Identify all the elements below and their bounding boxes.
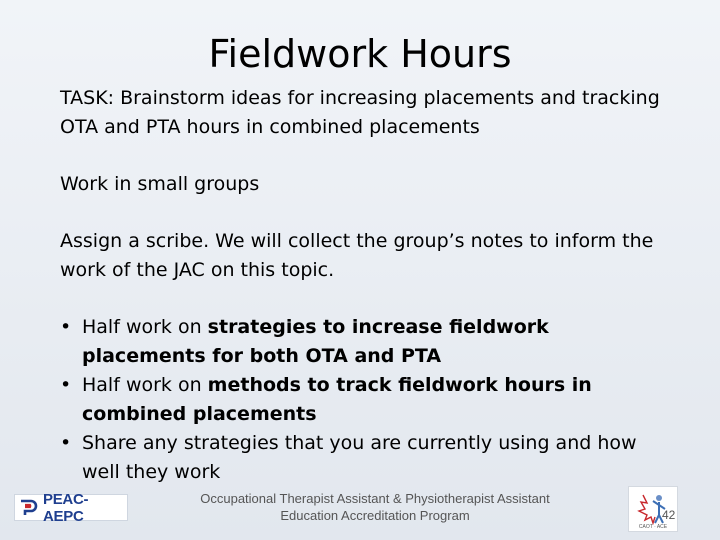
scribe-paragraph: Assign a scribe. We will collect the group’s notes to inform the work of the JAC on this topic. [60, 230, 654, 281]
bullet-item [60, 313, 660, 371]
bullet-icon: • [60, 432, 72, 454]
bullet-prefix: Half work on [82, 316, 208, 338]
footer-line-1: Occupational Therapist Assistant & Physiotherapist Assistant [200, 491, 550, 506]
task-paragraph: TASK: Brainstorm ideas for increasing placements and tracking OTA and PTA hours in combined placements [60, 87, 660, 138]
bullet-bold: strategies to increase fieldwork placements for both OTA and PTA [82, 316, 549, 367]
groups-paragraph: Work in small groups [60, 173, 260, 195]
peac-logo-icon [19, 498, 39, 518]
bullet-bold: methods to track fieldwork hours in combined placements [82, 374, 592, 425]
bullet-item [60, 429, 660, 487]
peac-aepc-logo [14, 490, 128, 525]
bullet-list [60, 313, 660, 487]
slide-body [60, 84, 660, 487]
bullet-prefix: Share any strategies that you are currently using and how well they work [82, 432, 637, 483]
bullet-icon: • [60, 374, 72, 396]
bullet-icon: • [60, 316, 72, 338]
footer-program-name [170, 490, 580, 524]
bullet-item [60, 371, 660, 429]
slide-number: 42 [662, 508, 676, 522]
slide-title: Fieldwork Hours [208, 32, 512, 76]
footer-line-2: Education Accreditation Program [280, 508, 470, 523]
bullet-prefix: Half work on [82, 374, 208, 396]
peac-logo-text: PEAC-AEPC [43, 490, 89, 525]
caot-logo-caption: CAOT · ACE [638, 524, 668, 530]
